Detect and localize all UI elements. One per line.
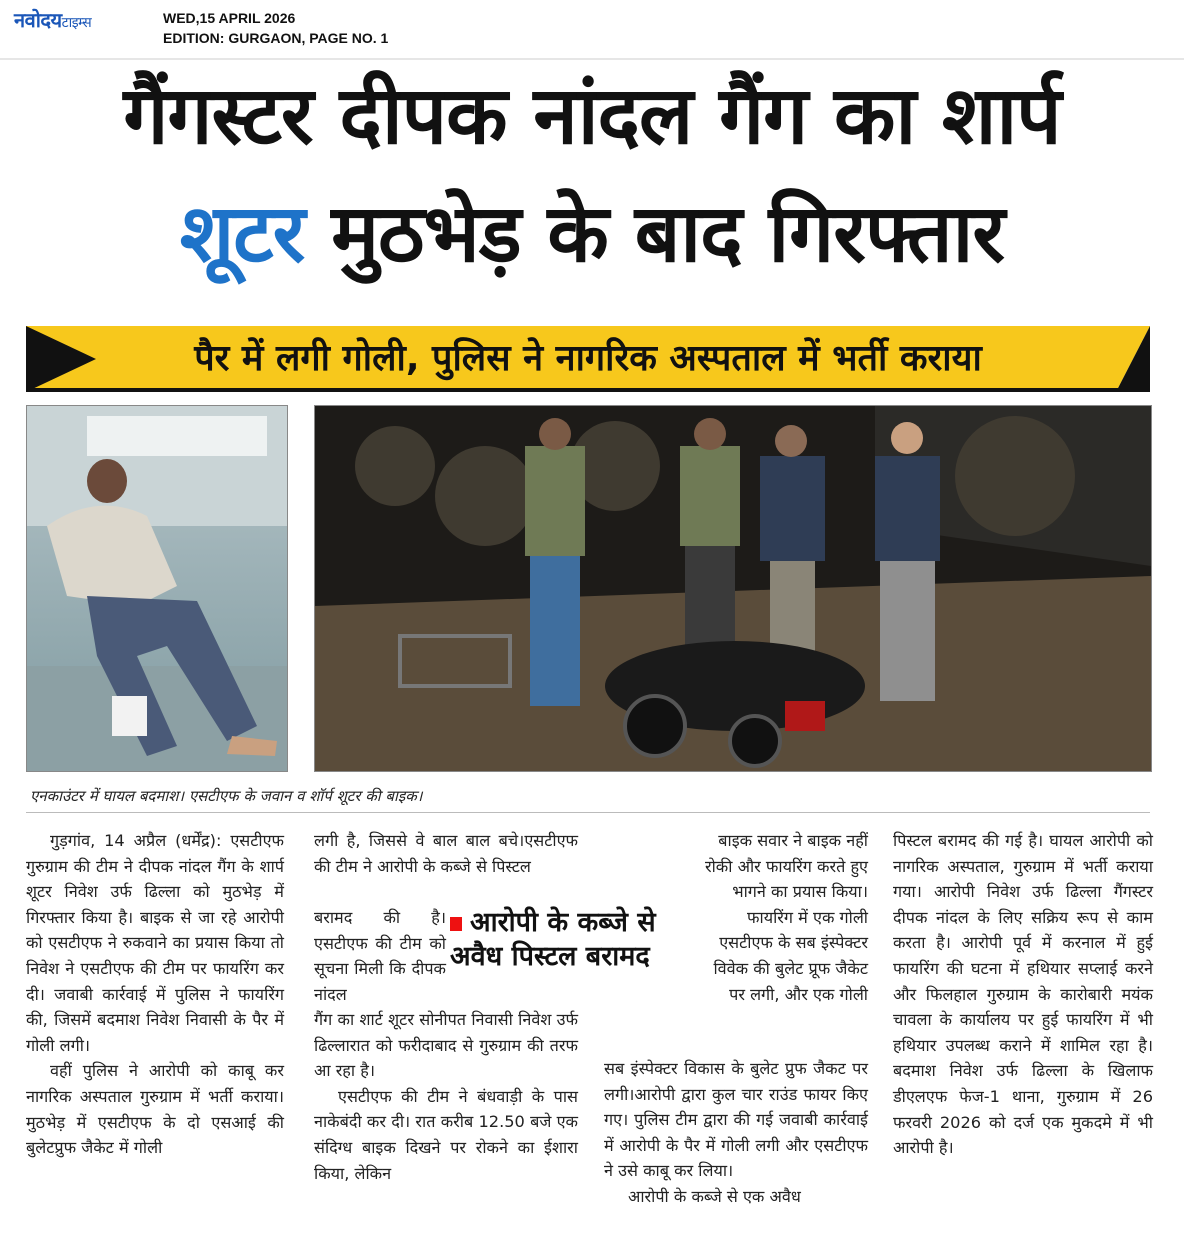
headline-line-1: गैंगस्टर दीपक नांदल गैंग का शार्प xyxy=(123,69,1061,162)
dateline xyxy=(163,8,388,48)
article-column-3-bottom xyxy=(604,1056,868,1210)
article-paragraph: एसटीएफ की टीम ने बंधवाड़ी के पास नाकेबंदी कर दी। रात करीब 12.50 बजे एक संदिग्ध बाइक दिखने पर रोकने का ईशारा किया, लेकिन xyxy=(314,1086,578,1183)
headline-blue-word: शूटर xyxy=(179,187,305,280)
article-paragraph: सब इंस्पेक्टर विकास के बुलेट प्रुफ जैकट पर लगी।आरोपी द्वारा कुल चार राउंड फायर किए गए। पुलिस टीम द्वारा की गई जवाबी कार्रवाई में आरोपी के पैर में गोली लगी और एसटीएफ ने उसे काबू कर लिया। xyxy=(604,1059,868,1181)
article-column-2-top xyxy=(314,828,578,879)
logo-brand: नवोदय xyxy=(14,8,62,32)
article-paragraph: आरोपी के कब्जे से एक अवैध xyxy=(628,1186,801,1206)
article-column-2-mid xyxy=(314,1007,578,1186)
article-column-1 xyxy=(26,828,284,1161)
caption-divider xyxy=(26,812,1150,813)
article-column-4 xyxy=(893,828,1153,1161)
subhead-band xyxy=(26,326,1150,392)
photo-illustration-right xyxy=(315,406,1151,771)
article-paragraph: बाइक सवार ने बाइक नहीं रोकी और फायरिंग करते हुए भागने का प्रयास किया।फायरिंग में एक गोली एसटीएफ के सब इंस्पेक्टर विवेक की बुलेट प्रूफ जैकेट पर लगी, और एक गोली xyxy=(704,831,868,1004)
article-paragraph: लगी है, जिससे वे बाल बाल बचे।एसटीएफ की टीम ने आरोपी के कब्जे से पिस्टल xyxy=(314,831,578,876)
article-paragraph: गुड़गांव, 14 अप्रैल (धर्मेंद्र): एसटीएफ गुरुग्राम की टीम ने दीपक नांदल गैंग के शार्प शूटर निवेश उर्फ ढिल्ला को मुठभेड़ में गिरफ्तार किया है। बाइक से जा रहे आरोपी को एसटीएफ ने रुकवाने का प्रयास किया तो निवेश ने एसटीएफ की टीम पर फायरिंग कर दी। जवाबी कार्रवाई में पुलिस ने फायरिंग की, जिसमें बदमाश निवेश निवासी के पैर में गोली लगी। xyxy=(26,831,284,1055)
newspaper-logo xyxy=(14,6,91,33)
article-paragraph: वहीं पुलिस ने आरोपी को काबू कर नागरिक अस्पताल गुरुग्राम में भर्ती कराया। मुठभेड़ में एसटीएफ के दो एसआई की बुलेटप्रुफ जैकेट में गोली xyxy=(26,1061,284,1158)
stf-team-with-bike-photo xyxy=(314,405,1152,772)
header-divider xyxy=(0,58,1184,60)
photo-caption: एनकाउंटर में घायल बदमाश। एसटीएफ के जवान व शॉर्प शूटर की बाइक। xyxy=(30,787,423,805)
headline-line-2 xyxy=(0,184,1184,284)
edition-text: EDITION: GURGAON, PAGE NO. 1 xyxy=(163,30,389,46)
article-paragraph: पिस्टल बरामद की गई है। घायल आरोपी को नागरिक अस्पताल, गुरुग्राम में भर्ती कराया गया। आरोपी निवेश उर्फ ढिल्ला गैंगस्टर दीपक नांदल के लिए सक्रिय रूप से काम करता है। आरोपी पूर्व में करनाल में हुई फायरिंग की घटना में हथियार सप्लाई करने और फिलहाल गुरुग्राम के कारोबारी मयंक चावला के कार्यालय पर हुई फायरिंग में भी हथियार उपलब्ध कराने में शामिल रहा है।बदमाश निवेश उर्फ ढिल्ला के खिलाफ डीएलएफ फेज-1 थाना, गुरुग्राम में 26 फरवरी 2026 को दर्ज एक मुकदमे में भी आरोपी है। xyxy=(893,831,1153,1158)
article-paragraph: गैंग का शार्ट शूटर सोनीपत निवासी निवेश उर्फ ढिल्लारात को फरीदाबाद से गुरुग्राम की तरफ आ रहा है। xyxy=(314,1010,578,1081)
date-text: WED,15 APRIL 2026 xyxy=(163,10,296,26)
headline-rest: मुठभेड़ के बाद गिरफ्तार xyxy=(331,187,1005,280)
article-column-3-top xyxy=(604,828,868,1007)
subhead-text: पैर में लगी गोली, पुलिस ने नागरिक अस्पताल में भर्ती कराया xyxy=(194,338,982,379)
injured-suspect-photo xyxy=(26,405,288,772)
article-column-2-wrap xyxy=(314,905,446,1007)
subheading-text: आरोपी के कब्जे से अवैध पिस्टल बरामद xyxy=(450,907,656,972)
article-paragraph: बरामद की है। एसटीएफ की टीम को सूचना मिली कि दीपक नांदल xyxy=(314,908,446,1004)
photo-illustration-left xyxy=(27,406,287,771)
red-bullet-icon xyxy=(450,917,462,931)
logo-suffix: टाइम्स xyxy=(61,15,92,31)
